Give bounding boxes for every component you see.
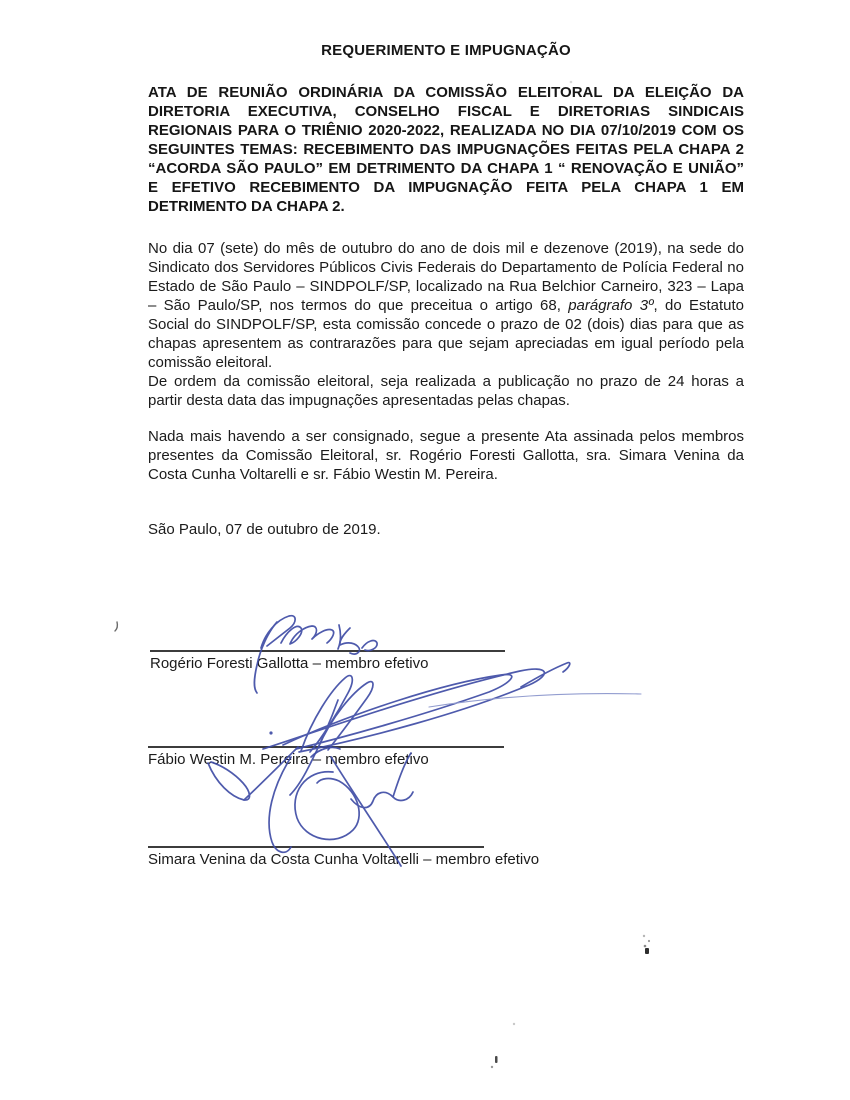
dateline: São Paulo, 07 de outubro de 2019.	[148, 521, 381, 538]
scan-artifact-speck	[648, 940, 650, 942]
signature-block-simara	[148, 846, 540, 869]
signature-block-fabio	[148, 746, 504, 769]
fabio-stroke-spike	[521, 663, 570, 687]
signature-ink-fabio	[208, 663, 641, 800]
fabio-stroke-loop2	[318, 682, 373, 750]
simara-stroke-leftarc	[269, 757, 291, 852]
body-paragraph-3: Nada mais havendo a ser consignado, segue a presente Ata assinada pelos membros presentes da Comissão Eleitoral, sr. Rogério Foresti Gallotta, sra. Simara Venina da Costa Cunha Voltarelli e sr. Fábio Westin M. Pereira.	[148, 428, 744, 483]
scan-artifact-speck	[644, 945, 647, 948]
p1-text-before-italic: No dia 07 (sete) do mês de outubro do ano de dois mil e dezenove (2019), na sede do Sindicato dos Servidores Públicos Civis Federais do Departamento de Polícia Federal no Estado de São Paulo – SINDPOLF/SP, localizado na Rua Belchior Carneiro, 323 – Lapa – São Paulo/SP, nos termos do que preceitua o artigo 68,	[148, 240, 744, 314]
signature-name-simara: Simara Venina da Costa Cunha Voltarelli – membro efetivo	[148, 851, 540, 868]
scan-artifact-speck	[643, 935, 645, 937]
scan-artifact-tick	[115, 622, 117, 631]
scan-artifact-speck	[513, 1023, 515, 1025]
signature-block-rogerio	[150, 650, 505, 673]
simara-stroke-oval	[295, 772, 359, 840]
simara-stroke-squiggle	[351, 792, 413, 808]
scan-artifact-speck	[491, 1066, 493, 1068]
rogerio-stroke-loops	[281, 626, 334, 644]
rogerio-stroke-k1	[338, 625, 340, 649]
fabio-stroke-sweep1	[263, 669, 544, 752]
rogerio-stroke-loop1	[261, 616, 295, 648]
signature-name-rogerio: Rogério Foresti Gallotta – membro efetivo	[150, 655, 429, 672]
heading-paragraph: ATA DE REUNIÃO ORDINÁRIA DA COMISSÃO ELEITORAL DA ELEIÇÃO DA DIRETORIA EXECUTIVA, CONSELHO FISCAL E DIRETORIAS SINDICAIS REGIONAIS PARA O TRIÊNIO 2020-2022, REALIZADA NO DIA 07/10/2019 COM OS SEGUINTES TEMAS: RECEBIMENTO DAS IMPUGNAÇÕES FEITAS PELA CHAPA 2 “ACORDA SÃO PAULO” EM DETRIMENTO DA CHAPA 1 “ RENOVAÇÃO E UNIÃO” E EFETIVO RECEBIMENTO DA IMPUGNAÇÃO FEITA PELA CHAPA 1 EM DETRIMENTO DA CHAPA 2.	[148, 84, 744, 215]
p1-italic-text: parágrafo 3º	[568, 297, 654, 314]
document-title: REQUERIMENTO E IMPUGNAÇÃO	[321, 42, 571, 59]
scan-artifact-smudge	[645, 948, 649, 954]
body-paragraph-1	[148, 239, 744, 372]
scan-artifact-smudge	[495, 1056, 498, 1063]
body-paragraph-2: De ordem da comissão eleitoral, seja realizada a publicação no prazo de 24 horas a partir desta data das impugnações apresentadas pelas chapas.	[148, 373, 744, 409]
fabio-stroke-loop1	[301, 676, 352, 752]
p1-text-after-italic: , do Estatuto Social do SINDPOLF/SP, esta comissão concede o prazo de 02 (dois) dias para que as chapas apresentem as contrarazões para que sejam apreciadas em igual período pela comissão eleitoral.	[148, 297, 744, 371]
fabio-ink-dot	[269, 731, 272, 734]
content-column	[148, 0, 744, 539]
fabio-stroke-sweep2	[283, 674, 512, 749]
signature-name-fabio: Fábio Westin M. Pereira – membro efetivo	[148, 751, 429, 768]
fabio-stroke-light-tail	[429, 694, 641, 707]
